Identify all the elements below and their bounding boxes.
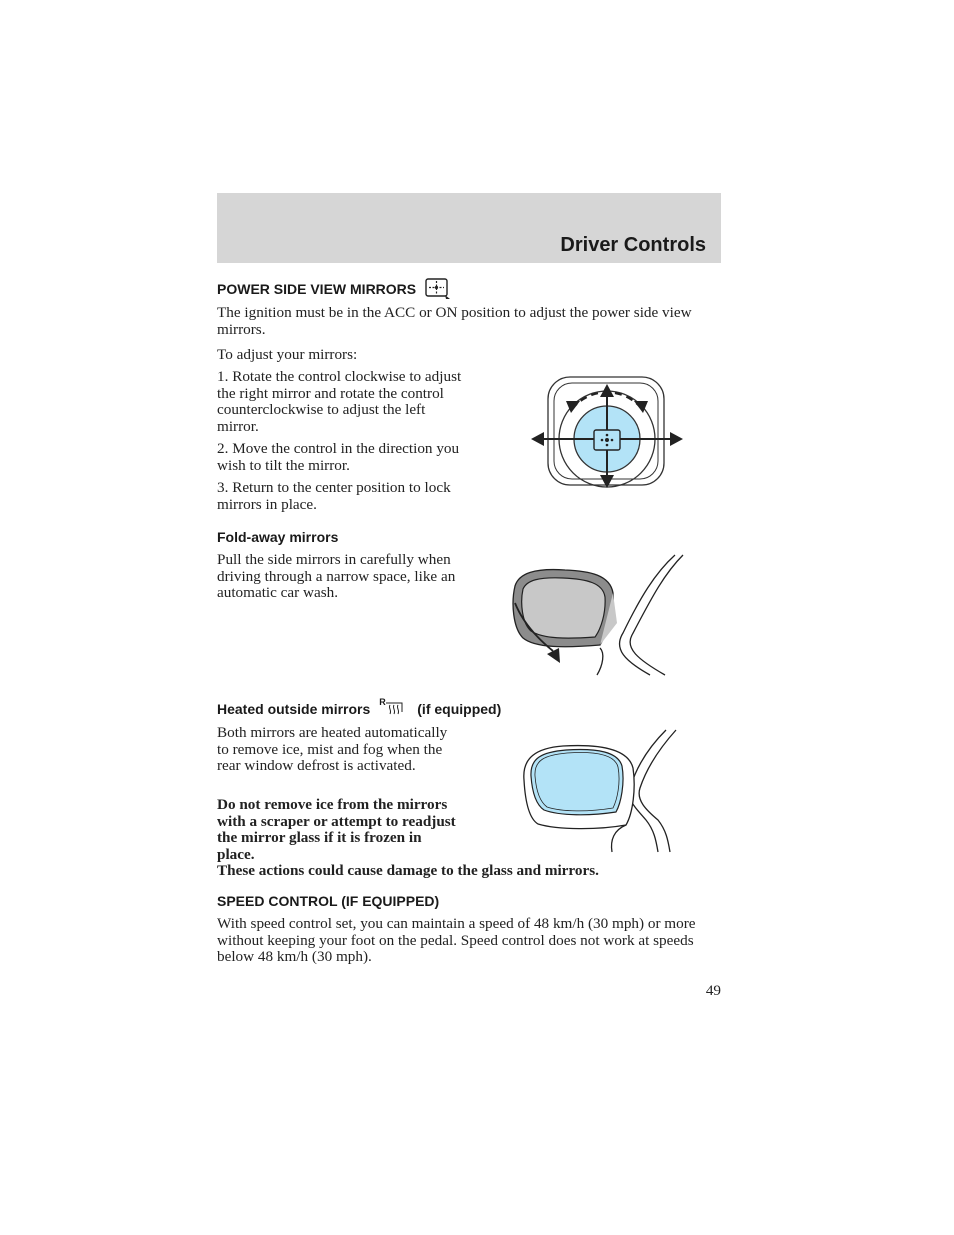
mirror-control-illustration bbox=[528, 373, 688, 491]
power-mirrors-step-3: 3. Return to the center position to lock mirrors in place. bbox=[217, 479, 451, 513]
heated-heading: Heated outside mirrors bbox=[217, 701, 371, 717]
power-mirrors-lead: To adjust your mirrors: bbox=[217, 346, 358, 363]
page-number: 49 bbox=[705, 982, 721, 999]
power-mirrors-step-1: 1. Rotate the control clockwise to adjust the right mirror and rotate the control counterclockwise to adjust the left mirror. bbox=[217, 368, 462, 435]
header-bar bbox=[217, 193, 721, 263]
power-mirrors-heading-row bbox=[217, 278, 451, 305]
section-title: Driver Controls bbox=[560, 234, 706, 256]
fold-away-mirror-illustration bbox=[505, 553, 690, 678]
power-mirrors-heading: POWER SIDE VIEW MIRRORS bbox=[217, 281, 417, 297]
speed-control-body: With speed control set, you can maintain a speed of 48 km/h (30 mph) or more without keeping your foot on the pedal. Speed control does not work at speeds below 48 km/h (30 mph). bbox=[217, 915, 696, 965]
mirror-control-icon bbox=[425, 278, 451, 305]
power-mirrors-step-2: 2. Move the control in the direction you wish to tilt the mirror. bbox=[217, 440, 460, 474]
heated-body: Both mirrors are heated automatically to remove ice, mist and fog when the rear window defrost is activated. bbox=[217, 724, 448, 774]
heated-warning: Do not remove ice from the mirrors with a scraper or attempt to readjust the mirror glass if it is frozen in place. bbox=[217, 796, 456, 863]
speed-control-heading: SPEED CONTROL (IF EQUIPPED) bbox=[217, 893, 440, 909]
heated-heading-row bbox=[217, 697, 502, 719]
heated-mirror-illustration bbox=[518, 728, 698, 853]
rear-defrost-icon bbox=[377, 697, 407, 716]
power-mirrors-intro: The ignition must be in the ACC or ON position to adjust the power side view mirrors. bbox=[217, 304, 692, 338]
fold-away-body: Pull the side mirrors in carefully when driving through a narrow space, like an automatic car wash. bbox=[217, 551, 456, 601]
heated-heading-suffix: (if equipped) bbox=[417, 701, 502, 717]
fold-away-heading: Fold-away mirrors bbox=[217, 529, 339, 545]
heated-warning-tail: These actions could cause damage to the glass and mirrors. bbox=[217, 862, 599, 879]
rear-defrost-icon-letter: R bbox=[379, 697, 386, 707]
